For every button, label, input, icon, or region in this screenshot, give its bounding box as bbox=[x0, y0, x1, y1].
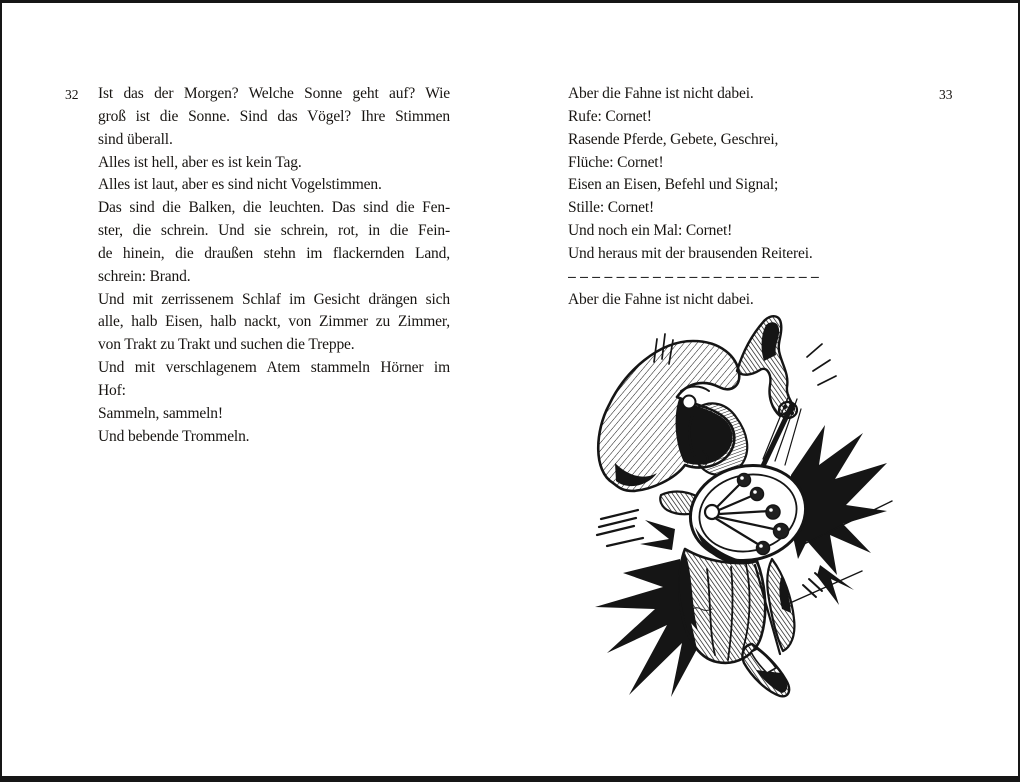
text-line: ster, die schrein. Und sie schrein, rot, in die Fein- bbox=[98, 222, 450, 240]
drummer-body-and-legs bbox=[679, 549, 794, 696]
text-line: Und heraus mit der brausenden Reiterei. bbox=[568, 244, 813, 262]
text-line: Und mit zerrissenem Schlaf im Gesicht drängen sich bbox=[98, 290, 450, 308]
text-line: Aber die Fahne ist nicht dabei. bbox=[568, 290, 754, 308]
text-line: Rasende Pferde, Gebete, Geschrei, bbox=[568, 130, 779, 148]
right-page-text-column bbox=[568, 83, 920, 311]
text-line: schrein: Brand. bbox=[98, 267, 191, 285]
text-line: Aber die Fahne ist nicht dabei. bbox=[568, 85, 754, 102]
text-line: Flüche: Cornet! bbox=[568, 153, 664, 171]
text-line: von Trakt zu Trakt und suchen die Treppe. bbox=[98, 336, 355, 354]
text-line: Ist das der Morgen? Welche Sonne geht auf? Wie bbox=[98, 85, 450, 102]
text-line: Und noch ein Mal: Cornet! bbox=[568, 222, 733, 240]
text-line: Das sind die Balken, die leuchten. Das sind die Fen- bbox=[98, 199, 450, 217]
text-line: sind überall. bbox=[98, 130, 173, 148]
text-line: Eisen an Eisen, Befehl und Signal; bbox=[568, 176, 779, 194]
left-page-text-column bbox=[98, 83, 450, 449]
text-line: groß ist die Sonne. Sind das Vögel? Ihre Stimmen bbox=[98, 107, 450, 125]
text-line: Alles ist laut, aber es sind nicht Vogelstimmen. bbox=[98, 176, 382, 194]
dash-divider: ––––––––––––––––––––– bbox=[568, 267, 824, 285]
text-line: de hinein, die draußen stehn im flackernden Land, bbox=[98, 244, 450, 262]
text-line: Und mit verschlagenem Atem stammeln Hörner im bbox=[98, 359, 450, 377]
page-number-right: 33 bbox=[939, 87, 953, 102]
text-line: Hof: bbox=[98, 381, 126, 399]
drummer-illustration bbox=[585, 313, 917, 703]
text-line: Sammeln, sammeln! bbox=[98, 404, 223, 422]
text-line: alle, halb Eisen, halb nackt, von Zimmer zu Zimmer, bbox=[98, 313, 450, 331]
text-line: Und bebende Trommeln. bbox=[98, 427, 250, 445]
text-line: Rufe: Cornet! bbox=[568, 107, 652, 125]
text-line: Stille: Cornet! bbox=[568, 199, 655, 217]
page-number-left: 32 bbox=[65, 87, 79, 102]
text-line: Alles ist hell, aber es ist kein Tag. bbox=[98, 153, 302, 171]
